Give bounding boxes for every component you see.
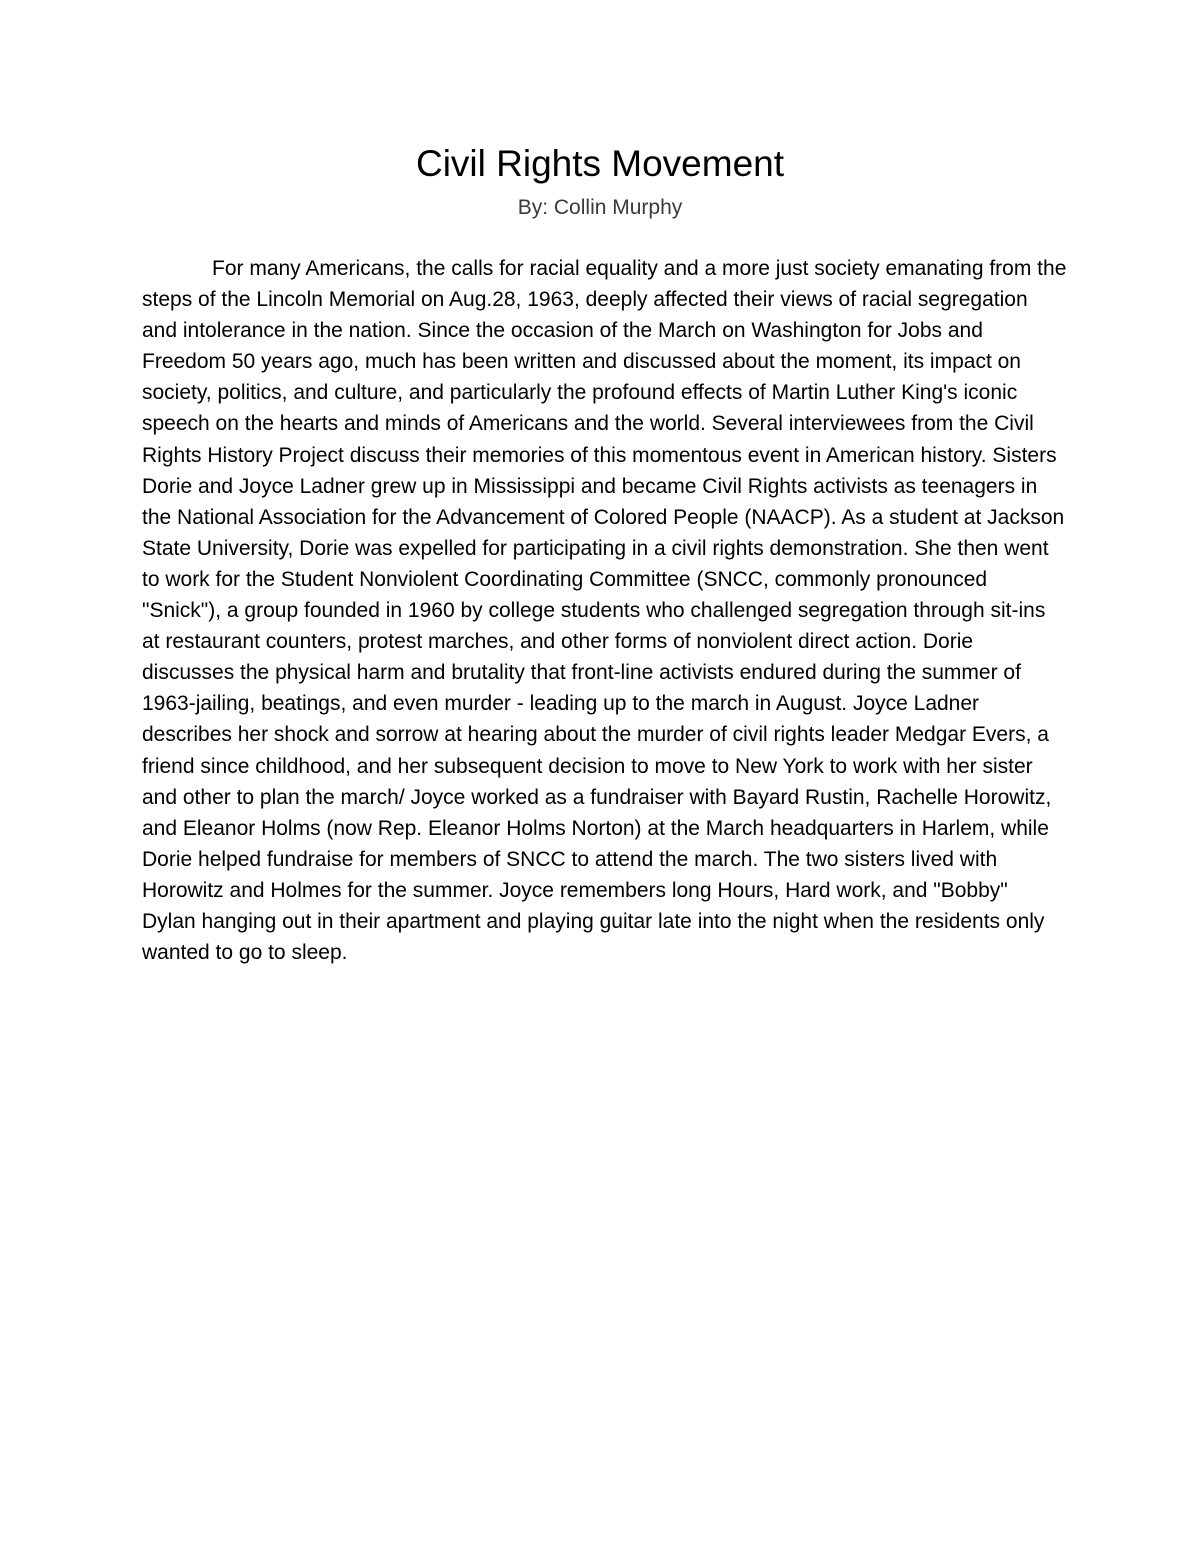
author-byline: By: Collin Murphy bbox=[517, 196, 683, 219]
document-title: Civil Rights Movement bbox=[415, 143, 785, 184]
body-paragraph: For many Americans, the calls for racial equality and a more just society emanating from the steps of the Lincoln Memorial on Aug.28, 1963, deeply affected their views of racial segregation and intolerance in the nation. Since the occasion of the March on Washington for Jobs and Freedom 50 years ago, much has been written and discussed about the moment, its impact on society, politics, and culture, and particularly the profound effects of Martin Luther King's iconic speech on the hearts and minds of Americans and the world. Several interviewees from the Civil Rights History Project discuss their memories of this momentous event in American history. Sisters Dorie and Joyce Ladner grew up in Mississippi and became Civil Rights activists as teenagers in the National Association for the Advancement of Colored People (NAACP). As a student at Jackson State University, Dorie was expelled for participating in a civil rights demonstration. She then went to work for the Student Nonviolent Coordinating Committee (SNCC, commonly pronounced "Snick"), a group founded in 1960 by college students who challenged segregation through sit-ins at restaurant counters, protest marches, and other forms of nonviolent direct action. Dorie discusses the physical harm and brutality that front-line activists endured during the summer of 1963-jailing, beatings, and even murder - leading up to the march in August. Joyce Ladner describes her shock and sorrow at hearing about the murder of civil rights leader Medgar Evers, a friend since childhood, and her subsequent decision to move to New York to work with her sister and other to plan the march/ Joyce worked as a fundraiser with Bayard Rustin, Rachelle Horowitz, and Eleanor Holms (now Rep. Eleanor Holms Norton) at the March headquarters in Harlem, while Dorie helped fundraise for members of SNCC to attend the march. The two sisters lived with Horowitz and Holmes for the summer. Joyce remembers long Hours, Hard work, and "Bobby" Dylan hanging out in their apartment and playing guitar late into the night when the residents only wanted to go to sleep. bbox=[142, 257, 1067, 965]
